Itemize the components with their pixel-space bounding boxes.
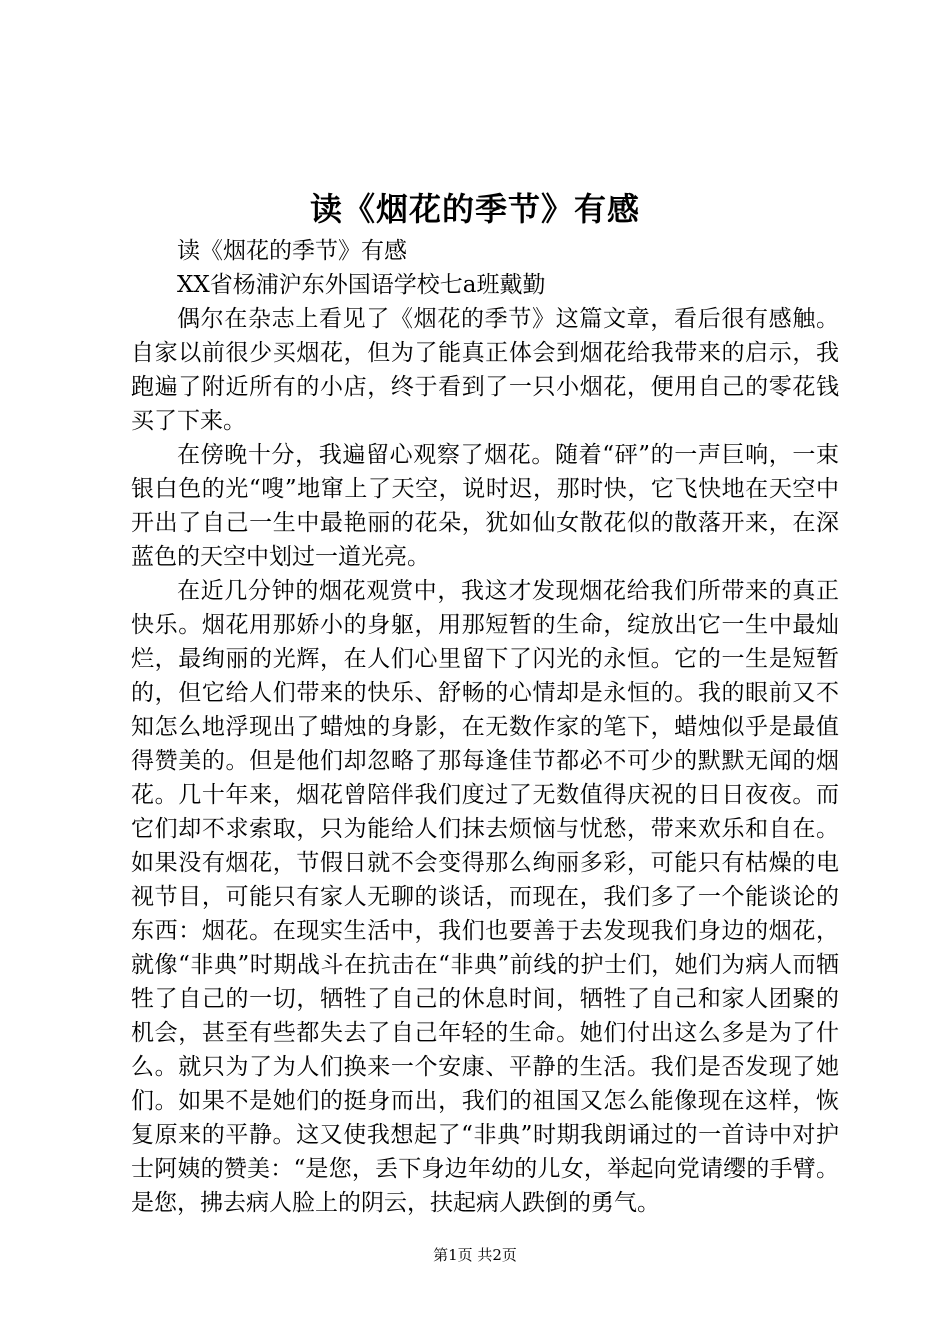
body-paragraph-author: XX省杨浦沪东外国语学校七a班戴勤 xyxy=(177,272,546,298)
document-title: 读《烟花的季节》有感 xyxy=(309,190,640,228)
body-paragraph-subtitle: 读《烟花的季节》有感 xyxy=(177,238,407,264)
body-paragraph: 在近几分钟的烟花观赏中，我这才发现烟花给我们所带来的真正快乐。烟花用那娇小的身躯，用那短暂的生命，绽放出它一生中最灿烂，最绚丽的光辉，在人们心里留下了闪光的永恒。它的一生是短暂的，但它给人们带来的快乐、舒畅的心情却是永恒的。我的眼前又不知怎么地浮现出了蜡烛的身影，在无数作家的笔下，蜡烛似乎是最值得赞美的。但是他们却忽略了那每逢佳节都必不可少的默默无闻的烟花。几十年来，烟花曾陪伴我们度过了无数值得庆祝的日日夜夜。而它们却不求索取，只为能给人们抹去烦恼与忧愁，带来欢乐和自在。如果没有烟花，节假日就不会变得那么绚丽多彩，可能只有枯燥的电视节目，可能只有家人无聊的谈话，而现在，我们多了一个能谈论的东西：烟花。在现实生活中，我们也要善于去发现我们身边的烟花，就像“非典”时期战斗在抗击在“非典”前线的护士们，她们为病人而牺牲了自己的一切，牺牲了自己的休息时间，牺牲了自己和家人团聚的机会，甚至有些都失去了自己年轻的生命。她们付出这么多是为了什么。就只为了为人们换来一个安康、平静的生活。我们是否发现了她们。如果不是她们的挺身而出，我们的祖国又怎么能像现在这样，恢复原来的平静。这又使我想起了“非典”时期我朗诵过的一首诗中对护士阿姨的赞美：“是您，丢下身边年幼的儿女，举起向党请缨的手臂。是您，拂去病人脸上的阴云，扶起病人跌倒的勇气。 xyxy=(131,578,839,1216)
document-body xyxy=(131,234,839,1220)
body-paragraph: 在傍晚十分，我遍留心观察了烟花。随着“砰”的一声巨响，一束银白色的光“嗖”地窜上了天空，说时迟，那时快，它飞快地在天空中开出了自己一生中最艳丽的花朵，犹如仙女散花似的散落开来，在深蓝色的天空中划过一道光亮。 xyxy=(131,442,839,570)
page-footer: 第1页 共2页 xyxy=(433,1246,517,1264)
body-paragraph: 偶尔在杂志上看见了《烟花的季节》这篇文章，看后很有感触。自家以前很少买烟花，但为了能真正体会到烟花给我带来的启示，我跑遍了附近所有的小店，终于看到了一只小烟花，便用自己的零花钱买了下来。 xyxy=(131,306,839,434)
